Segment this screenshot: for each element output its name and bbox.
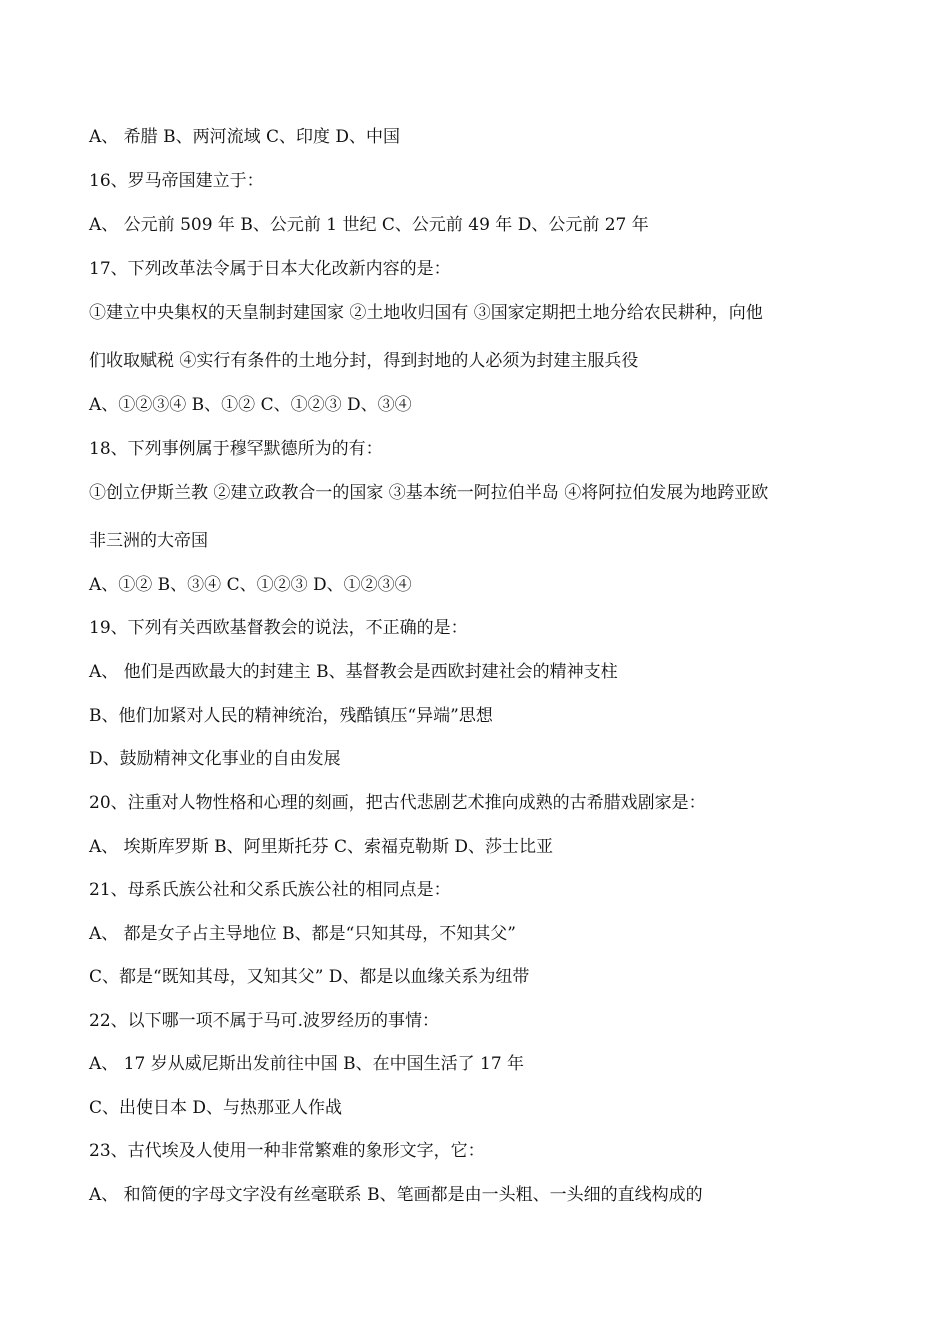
question-21: 21、母系氏族公社和父系氏族公社的相同点是： xyxy=(89,880,451,900)
statement-line-q18-1: ①创立伊斯兰教 ②建立政教合一的国家 ③基本统一阿拉伯半岛 ④将阿拉伯发展为地跨亚欧 xyxy=(89,483,769,503)
option-line-q23: A、 和简便的字母文字没有丝毫联系 B、笔画都是由一头粗、一头细的直线构成的 xyxy=(89,1185,703,1205)
option-line-q22-2: C、出使日本 D、与热那亚人作战 xyxy=(89,1098,343,1118)
option-line-q16: A、 公元前 509 年 B、公元前 1 世纪 C、公元前 49 年 D、公元前 27 年 xyxy=(89,215,649,235)
question-19: 19、下列有关西欧基督教会的说法，不正确的是： xyxy=(89,618,468,638)
option-line-q21-1: A、 都是女子占主导地位 B、都是“只知其母，不知其父” xyxy=(89,924,516,944)
option-line-q18: A、①② B、③④ C、①②③ D、①②③④ xyxy=(89,575,412,595)
question-17: 17、下列改革法令属于日本大化改新内容的是： xyxy=(89,259,451,279)
option-line-q19-1: A、 他们是西欧最大的封建主 B、基督教会是西欧封建社会的精神支柱 xyxy=(89,662,618,682)
statement-line-q17-2: 们收取赋税 ④实行有条件的土地分封，得到封地的人必须为封建主服兵役 xyxy=(89,351,639,371)
option-line-q17: A、①②③④ B、①② C、①②③ D、③④ xyxy=(89,395,412,415)
question-16: 16、罗马帝国建立于： xyxy=(89,171,264,191)
option-line-q20: A、 埃斯库罗斯 B、阿里斯托芬 C、索福克勒斯 D、莎士比亚 xyxy=(89,837,554,857)
question-22: 22、以下哪一项不属于马可.波罗经历的事情： xyxy=(89,1011,440,1031)
option-line-q15: A、 希腊 B、两河流域 C、印度 D、中国 xyxy=(89,127,401,147)
statement-line-q17-1: ①建立中央集权的天皇制封建国家 ②土地收归国有 ③国家定期把土地分给农民耕种，向他 xyxy=(89,303,763,323)
question-18: 18、下列事例属于穆罕默德所为的有： xyxy=(89,439,383,459)
option-line-q19-3: D、鼓励精神文化事业的自由发展 xyxy=(89,749,341,769)
option-line-q22-1: A、 17 岁从威尼斯出发前往中国 B、在中国生活了 17 年 xyxy=(89,1054,525,1074)
statement-line-q18-2: 非三洲的大帝国 xyxy=(89,531,208,551)
question-23: 23、古代埃及人使用一种非常繁难的象形文字，它： xyxy=(89,1141,485,1161)
option-line-q21-2: C、都是“既知其母，又知其父” D、都是以血缘关系为纽带 xyxy=(89,967,530,987)
question-20: 20、注重对人物性格和心理的刻画，把古代悲剧艺术推向成熟的古希腊戏剧家是： xyxy=(89,793,706,813)
option-line-q19-2: B、他们加紧对人民的精神统治，残酷镇压“异端”思想 xyxy=(89,706,493,726)
